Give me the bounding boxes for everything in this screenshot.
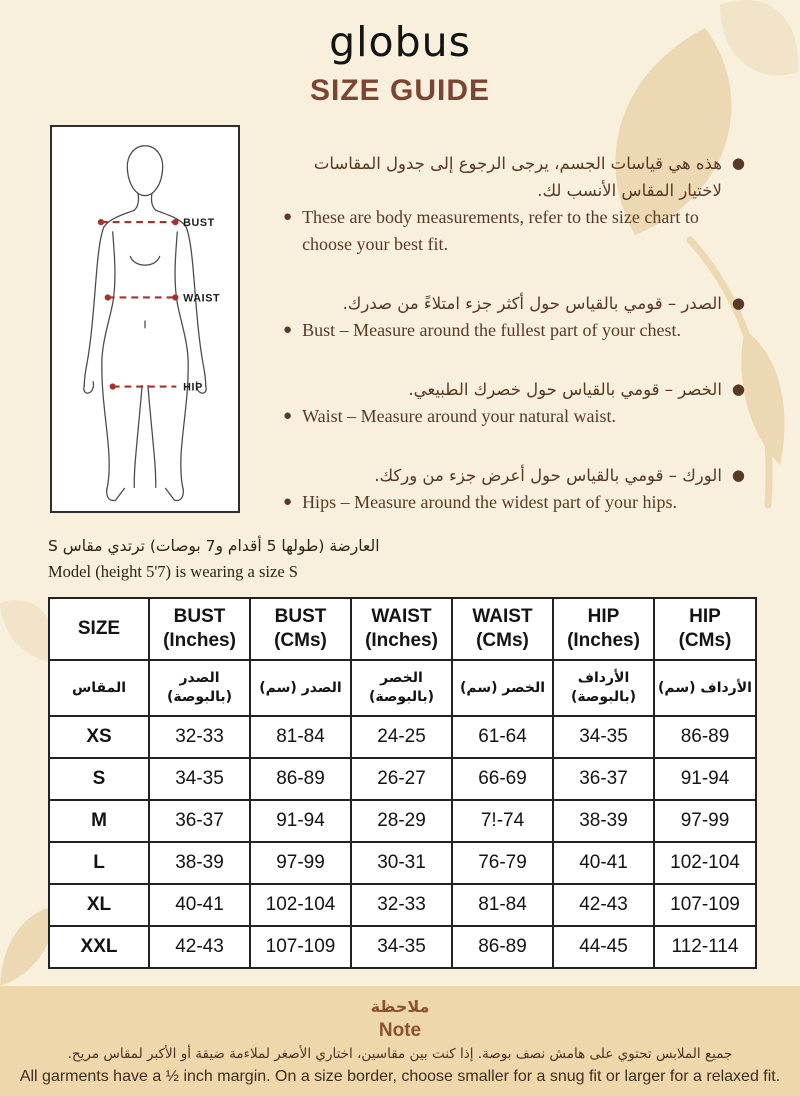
table-row-xl [49,884,756,926]
table-cell: 38-39 [149,842,250,884]
measurement-instructions [283,150,745,548]
header-bust-inches: BUST (Inches) [149,598,250,660]
instruction-waist-ar [283,376,745,403]
instruction-text: الورك – قومي بالقياس حول أعرض جزء من وركك. [374,466,722,485]
table-cell: 107-109 [250,926,351,968]
header-hip-inches: HIP (Inches) [553,598,654,660]
bullet-icon: ● [731,380,745,398]
note-body-en: All garments have a ½ inch margin. On a size border, choose smaller for a snug fit or larger for a relaxed fit. [19,1068,781,1085]
table-row-xxl [49,926,756,968]
instruction-waist-en [283,403,745,430]
size-cell: L [49,842,149,884]
note-heading-en: Note [378,1020,422,1041]
table-cell: 26-27 [351,758,452,800]
bullet-icon: ● [283,322,293,338]
size-cell: M [49,800,149,842]
table-cell: 24-25 [351,716,452,758]
table-cell: 34-35 [149,758,250,800]
table-row-l [49,842,756,884]
table-row-xs [49,716,756,758]
table-cell: 36-37 [553,758,654,800]
header-size: SIZE [49,598,149,660]
table-cell: 81-84 [250,716,351,758]
table-cell: 34-35 [351,926,452,968]
header-waist-cms-ar: الخصر (سم) [452,660,553,716]
instruction-general-en [283,204,745,258]
note-section [0,986,800,1096]
female-silhouette-illustration [52,127,238,511]
size-cell: XXL [49,926,149,968]
table-cell: 76-79 [452,842,553,884]
instruction-text: Hips – Measure around the widest part of your hips. [302,492,677,512]
header-waist-inches: WAIST (Inches) [351,598,452,660]
note-body-ar: جميع الملابس تحتوي على هامش نصف بوصة. إذا كنت بين مقاسين، اختاري الأصغر لملاءمة ضيقة أو الأكبر لمقاس مريح. [67,1046,733,1062]
table-cell: 86-89 [452,926,553,968]
table-cell: 30-31 [351,842,452,884]
instruction-text: الخصر – قومي بالقياس حول خصرك الطبيعي. [408,380,722,399]
waist-label: WAIST [183,292,221,305]
table-cell: 102-104 [250,884,351,926]
instruction-bust-en [283,317,745,344]
table-cell: 32-33 [351,884,452,926]
hip-label: HIP [183,381,203,394]
table-cell: 42-43 [553,884,654,926]
bullet-icon: ● [283,494,293,510]
table-cell: 61-64 [452,716,553,758]
size-cell: XS [49,716,149,758]
header-size-ar: المقاس [49,660,149,716]
table-cell: 107-109 [654,884,756,926]
table-cell: 42-43 [149,926,250,968]
table-header-english [49,598,756,660]
instruction-text: These are body measurements, refer to the size chart to choose your best fit. [302,207,699,254]
header-hip-inches-ar: الأرداف (بالبوصة) [553,660,654,716]
instruction-text: Waist – Measure around your natural waist. [302,406,617,426]
table-cell: 66-69 [452,758,553,800]
bust-label: BUST [183,217,215,229]
table-cell: 40-41 [553,842,654,884]
table-row-m [49,800,756,842]
instruction-group-hip [283,462,745,516]
size-cell: XL [49,884,149,926]
table-cell: 28-29 [351,800,452,842]
model-info-en: Model (height 5'7) is wearing a size S [48,562,298,581]
table-cell: 81-84 [452,884,553,926]
instruction-text: هذه هي قياسات الجسم، يرجى الرجوع إلى جدول المقاسات لاختيار المقاس الأنسب لك. [313,154,722,200]
table-cell: 38-39 [553,800,654,842]
bullet-icon: ● [283,209,293,225]
table-row-s [49,758,756,800]
header-waist-inches-ar: الخصر (بالبوصة) [351,660,452,716]
model-info [48,534,528,584]
table-cell: 86-89 [250,758,351,800]
header-bust-cms: BUST (CMs) [250,598,351,660]
instruction-group-waist [283,376,745,430]
table-cell: 44-45 [553,926,654,968]
bullet-icon: ● [731,154,745,172]
table-header-arabic [49,660,756,716]
table-cell: 86-89 [654,716,756,758]
header-hip-cms: HIP (CMs) [654,598,756,660]
table-cell: 102-104 [654,842,756,884]
instruction-text: Bust – Measure around the fullest part of your chest. [302,320,681,340]
model-info-ar: العارضة (طولها 5 أقدام و7 بوصات) ترتدي مقاس S [48,537,380,555]
table-cell: 34-35 [553,716,654,758]
table-cell: 97-99 [654,800,756,842]
bullet-icon: ● [283,408,293,424]
instruction-text: الصدر – قومي بالقياس حول أكثر جزء امتلاءً من صدرك. [342,294,722,313]
table-cell: 7!-74 [452,800,553,842]
header-bust-cms-ar: الصدر (سم) [250,660,351,716]
body-measurement-diagram [50,125,240,513]
table-cell: 112-114 [654,926,756,968]
header-bust-inches-ar: الصدر (بالبوصة) [149,660,250,716]
instruction-group-general [283,150,745,258]
size-cell: S [49,758,149,800]
bullet-icon: ● [731,466,745,484]
note-heading-ar: ملاحظة [370,997,430,1016]
instruction-group-bust [283,290,745,344]
table-cell: 36-37 [149,800,250,842]
header-hip-cms-ar: الأرداف (سم) [654,660,756,716]
instruction-hip-en [283,489,745,516]
instruction-bust-ar [283,290,745,317]
page-title: SIZE GUIDE [309,74,491,107]
table-cell: 91-94 [250,800,351,842]
brand-logo: globus [329,18,471,66]
header-waist-cms: WAIST (CMs) [452,598,553,660]
size-chart-table [48,597,757,969]
table-cell: 97-99 [250,842,351,884]
table-cell: 32-33 [149,716,250,758]
instruction-general-ar [283,150,745,204]
table-cell: 91-94 [654,758,756,800]
instruction-hip-ar [283,462,745,489]
table-cell: 40-41 [149,884,250,926]
bullet-icon: ● [731,294,745,312]
